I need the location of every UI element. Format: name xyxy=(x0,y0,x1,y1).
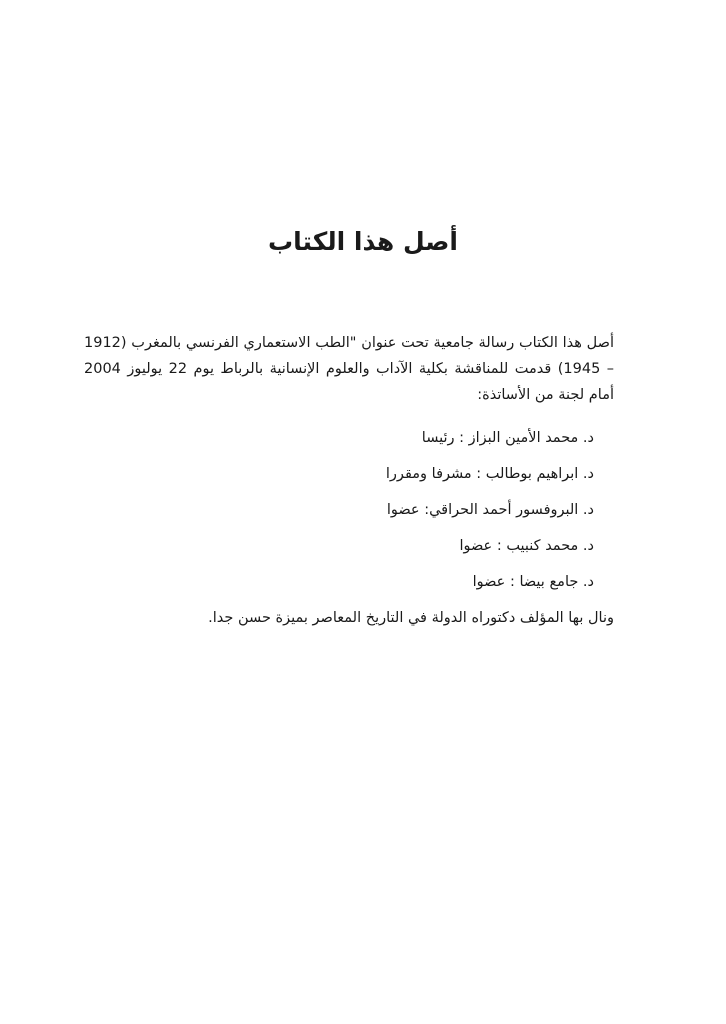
committee-member-supervisor: د. ابراهيم بوطالب : مشرفا ومقررا xyxy=(385,466,594,482)
committee-member: د. محمد كنبيب : عضوا xyxy=(459,538,594,554)
committee-member-chair: د. محمد الأمين البزاز : رئيسا xyxy=(421,430,594,446)
closing-statement: ونال بها المؤلف دكتوراه الدولة في التاريخ المعاصر بميزة حسن جدا. xyxy=(208,610,614,626)
committee-member: د. جامع بيضا : عضوا xyxy=(472,574,594,590)
committee-member: د. البروفسور أحمد الحراقي: عضوا xyxy=(386,502,594,518)
committee-list xyxy=(294,424,594,604)
page-title: أصل هذا الكتاب xyxy=(267,227,458,256)
intro-paragraph: أصل هذا الكتاب رسالة جامعية تحت عنوان "الطب الاستعماري الفرنسي بالمغرب (1912 – 1945) قدمت للمناقشة بكلية الآداب والعلوم الإنسانية بالرباط يوم 22 يوليوز 2004 أمام لجنة من الأساتذة: xyxy=(84,335,615,403)
